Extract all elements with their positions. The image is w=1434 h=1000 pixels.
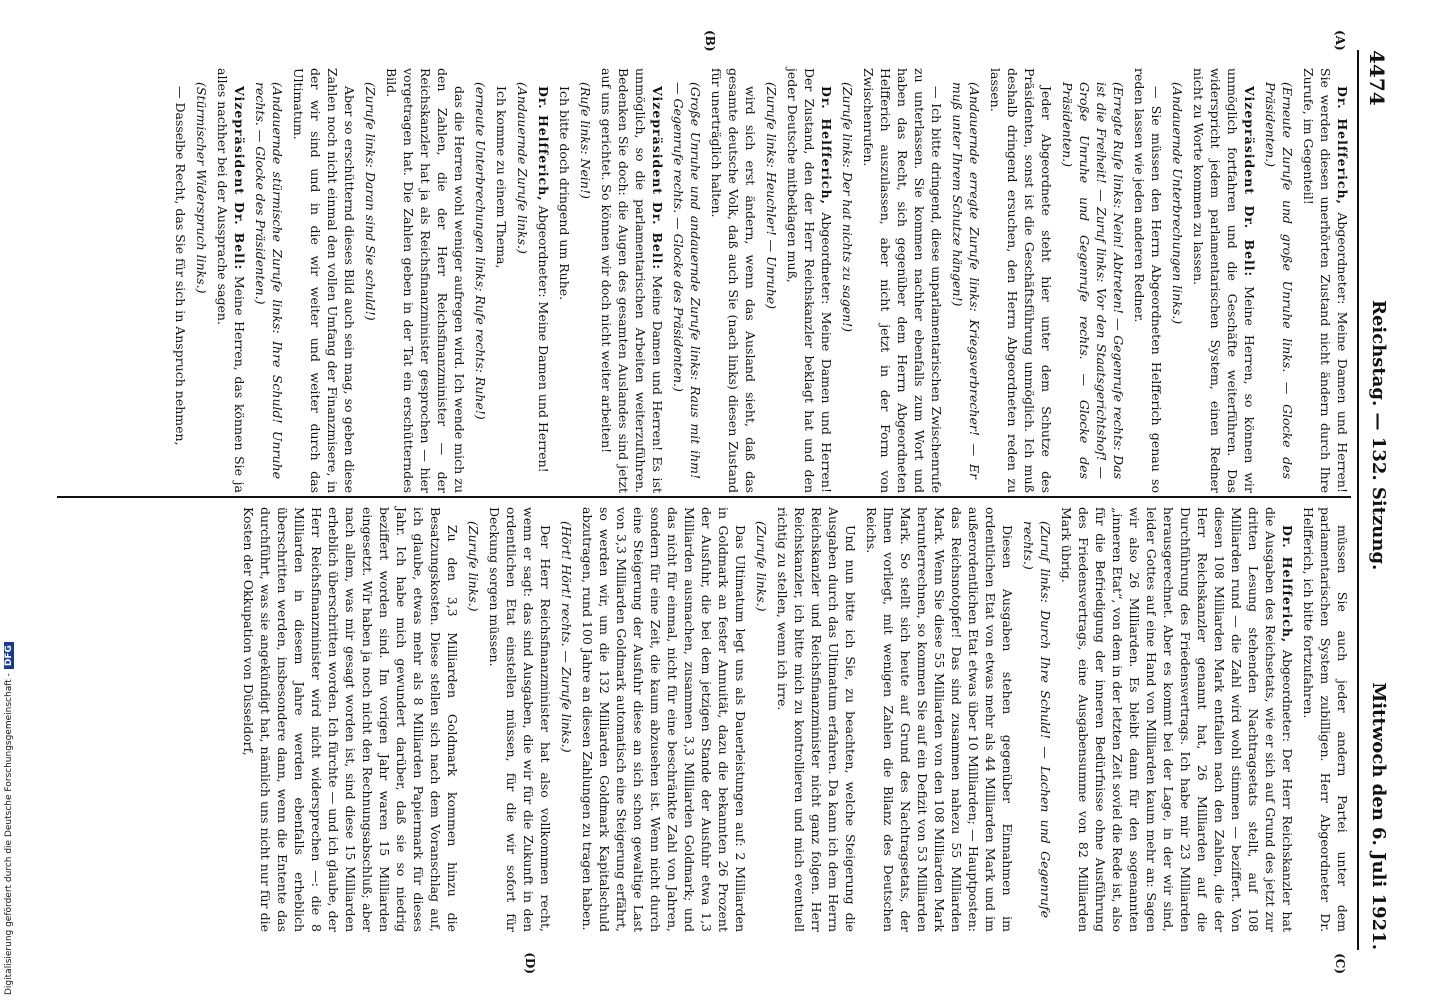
paragraph-text: Zu den 3,3 Milliarden Goldmark kommen hinzu die Besatzungskosten. Diese stellen sich nach dem Voranschlag auf, ich glaube, etwas mehr als 8 Milliarden Papiermark für dieses Jahr. Ich habe mich gewundert darüber, daß sie so niedrig beziffert worden sind. Im vorigen Jahr waren 15 Milliarden eingesetzt. Wir haben ja noch nicht den Rechnungsabschluß; aber nach allem, was mir gesagt worden ist, sind diese 15 Milliarden erheblich überschritten worden. Ich fürchte — und ich glaube, der Herr Reichsfinanzminister wird nicht widersprechen —: die 8 Milliarden in diesem Jahre werden ebenfalls erheblich überschritten werden, insbesondere dann, wenn die Entente das durchführt, was sie angekündigt hat, nämlich uns nicht nur für die Kosten der Okkupation von Düsseldorf, xyxy=(241,507,460,932)
paragraph-text: Diesen Ausgaben stehen gegenüber Einnahmen im ordentlichen Etat von etwas mehr als 44 Milliarden Mark und im außerordentlichen Etat etwas über 10 Milliarden; — Hauptposten: das Reichsnotopfer! Das sind zusammen nahezu 55 Milliarden Mark. Wenn Sie diese 55 Milliarden von den 108 Milliarden Mark herunterrechnen, so kommen Sie auf ein Defizit von 53 Milliarden Mark. So stellt sich heute auf Grund des Nachtragsetats, der Ihnen vorliegt, mit wenigen Zahlen die Bilanz des Deutschen Reichs. xyxy=(864,507,1015,932)
paragraph xyxy=(863,507,1016,932)
paragraph xyxy=(493,68,510,493)
interjection xyxy=(670,68,704,493)
paragraph xyxy=(535,68,552,493)
interjection xyxy=(839,68,856,493)
running-title: Reichstag. — 132. Sitzung. xyxy=(1368,300,1389,571)
paragraph-text: (Andauernde erregte Zurufe links: Kriegsverbrecher! — Er muß unter Ihrem Schutze hängen!) xyxy=(950,82,982,479)
margin-mark-d: (D) xyxy=(523,952,537,974)
paragraph xyxy=(240,507,461,932)
paragraph-text: (Zurufe links: Heuchler! — Unruhe) xyxy=(764,82,779,310)
paragraph-text: (Zurufe links.) xyxy=(754,521,769,612)
paragraph xyxy=(598,68,666,493)
interjection xyxy=(1059,68,1127,493)
dfg-logo: DFG xyxy=(4,642,14,669)
paragraph-text: müssen Sie auch jeder andern Partei unter dem parlamentarischen System zubilligen. Herr Abgeordneter Dr. Helfferich, ich bitte fortzufahren. xyxy=(1301,507,1350,932)
margin-mark-b: (B) xyxy=(703,30,717,52)
paragraph-text: Abgeordneter: Meine Damen und Herren! Der Zustand, den der Herr Reichskanzler beklagt hat und den jeder Deutsche mitbeklagen muß, xyxy=(785,68,834,494)
paragraph-text: Und nun bitte ich Sie, zu beachten, welche Steigerung die Ausgaben durch das Ultimatum erfahren. Da kann ich dem Herrn Reichskanzler und Reichsfinanzminister nicht ganz folgen. Herr Reichskanzler, ich bitte mich zu kontrollieren und mich eventuell richtig zu stellen, wenn ich irre. xyxy=(775,507,858,932)
paragraph xyxy=(556,68,573,493)
paragraph xyxy=(579,507,749,932)
speaker-name: Vizepräsident Dr. Bell: xyxy=(1242,86,1257,278)
page-header xyxy=(1359,50,1389,950)
speaker-name: Vizepräsident Dr. Bell: xyxy=(650,86,665,270)
paragraph-text: — Sie müssen den Herrn Abgeordneten Helfferich genau so reden lassen wie jeden anderen Redner. xyxy=(1132,68,1164,493)
paragraph xyxy=(214,68,248,493)
interjection xyxy=(558,507,575,932)
paragraph-text: das die Herren wohl weniger aufregen wird. Ich wende mich zu den Zahlen, die der Herr Reichsfinanzminister — der Reichskanzler hat ja als Reichsfinanzminister gesprochen — hier vorgetragen hat. Die Zahlen geben in der Tat ein erschütterndes Bild. xyxy=(384,68,467,493)
paragraph xyxy=(172,68,189,493)
paragraph-text: (Große Unruhe und andauernde Zurufe links: Raus mit ihm! — Gegenrufe rechts. — Glocke des Präsidenten.) xyxy=(671,82,703,479)
paragraph xyxy=(708,68,759,493)
interjection xyxy=(472,68,489,493)
document-page xyxy=(17,20,1417,980)
interjection xyxy=(362,68,379,493)
interjection xyxy=(465,507,482,932)
interjection xyxy=(514,68,531,493)
paragraph xyxy=(1190,68,1258,493)
paragraph-text: Ich bitte doch dringend um Ruhe. xyxy=(557,86,572,301)
credit-text: Digitalisierung gefördert durch die Deutsche Forschungsgemeinschaft - xyxy=(4,673,14,995)
speaker-name: Dr. Helfferich, xyxy=(1335,86,1350,205)
paragraph-text: (Zurufe links: Daran sind Sie schuld!) xyxy=(363,82,378,321)
paragraph-text: (Erneute Zurufe und große Unruhe links. — Glocke des Präsidenten.) xyxy=(1263,82,1295,479)
paragraph xyxy=(1131,68,1165,493)
interjection xyxy=(193,68,210,493)
paragraph-text: (Hört! Hört! rechts. — Zurufe links.) xyxy=(559,521,574,753)
speaker-name: Vizepräsident Dr. Bell: xyxy=(232,86,247,271)
speaker-name: Dr. Helfferich, xyxy=(1280,525,1295,644)
paragraph-text: (Erregte Rufe links: Nein! Abtreten! — Gegenrufe rechts: Das ist die Freiheit! — Zuruf links: Vor den Staatsgerichtshof! — Große Unruhe und Gegenrufe rechts. — Glocke des Präsidenten.) xyxy=(1060,82,1126,479)
left-column xyxy=(57,68,1351,493)
paragraph xyxy=(1058,507,1296,932)
margin-mark-c: (C) xyxy=(1333,953,1347,974)
column-divider xyxy=(57,496,1351,498)
paragraph-text: Jeder Abgeordnete steht hier unter dem Schutze des Präsidenten, sonst ist die Geschäftsführung unmöglich. Ich muß deshalb dringend ersuchen, den Herrn Abgeordneten reden zu lassen. xyxy=(988,68,1054,493)
interjection xyxy=(949,68,983,493)
paragraph-text: Das Ultimatum legt uns als Dauerleistungen auf: 2 Milliarden in Goldmark an fester Annuität, dazu die bekannten 26 Prozent der Ausfuhr, die bei dem jetzigen Stande der Ausfuhr etwa 1,3 Milliarden ausmachen, zusammen 3,3 Milliarden Goldmark; und das nicht für einmal, nicht für eine beschränkte Zahl von Jahren, sondern für eine Zeit, die kaum abzusehen ist. Wenn nicht durch eine Steigerung der Ausfuhr diese an sich schon gewaltige Last von 3,3 Milliarden Goldmark automatisch eine Steigerung erfährt, so werden wir, um die 132 Milliarden Goldmark Kapitalschuld abzutragen, rund 100 Jahre an diesen Zahlungen zu tragen haben. xyxy=(580,507,748,932)
paragraph-text: (Andauernde Unterbrechungen links.) xyxy=(1170,82,1185,325)
interjection xyxy=(763,68,780,493)
paragraph-text: (erneute Unterbrechungen links; Rufe rechts: Ruhe!) xyxy=(473,82,488,420)
paragraph-text: Aber so erschütternd dieses Bild auch sein mag, so geben diese Zahlen noch nicht einmal den vollen Umfang der Finanzmisere, in der wir sind und in die wir weiter und weiter durch das Ultimatum. xyxy=(291,68,357,493)
paragraph-text: wird sich erst ändern, wenn das Ausland sieht, daß das gesamte deutsche Volk, daß auch Sie (nach links) diesen Zustand für unerträglich halten. xyxy=(709,68,758,493)
paragraph-text: (Stürmischer Widerspruch links.) xyxy=(194,82,209,294)
paragraph xyxy=(383,68,468,493)
paragraph xyxy=(860,68,945,493)
interjection xyxy=(577,68,594,493)
margin-mark-a: (A) xyxy=(1333,30,1347,51)
paragraph-text: (Andauernde Zurufe links.) xyxy=(515,82,530,254)
paragraph xyxy=(774,507,859,932)
paragraph xyxy=(987,68,1055,493)
right-column xyxy=(57,507,1351,932)
paragraph-text: (Zurufe links.) xyxy=(466,521,481,612)
paragraph-text: Abgeordneter: Meine Damen und Herren! xyxy=(536,201,551,473)
session-date: Mittwoch den 6. Juli 1921. xyxy=(1368,682,1389,950)
paragraph-text: — Ich bitte dringend, diese unparlamentarischen Zwischenrufe zu unterlassen. Sie kommen nachher ebenfalls zum Wort und haben das Recht, sich gegenüber dem Herrn Abgeordneten Helfferich auszulassen, aber nicht jetzt in der Form von Zwischenrufen. xyxy=(861,68,944,493)
paragraph-text: (Zurufe links: Der hat nichts zu sagen!) xyxy=(840,82,855,333)
paragraph xyxy=(486,507,554,932)
header-rule xyxy=(1357,50,1359,950)
paragraph-text: (Andauernde stürmische Zurufe links: Ihre Schuld! Unruhe rechts. — Glocke des Präsidenten.) xyxy=(253,82,285,479)
paragraph-text: (Zuruf links: Durch Ihre Schuld! — Lachen und Gegenrufe rechts.) xyxy=(1021,521,1053,918)
paragraph-text: Der Herr Reichsfinanzminister hat also vollkommen recht, wenn er sagt: das sind Ausgaben, die wir für die Zukunft in den ordentlichen Etat einstellen müssen, für die wir sofort für Deckung sorgen müssen. xyxy=(487,507,553,932)
interjection xyxy=(1169,68,1186,493)
paragraph-text: Meine Herren, das können Sie ja alles nachher bei der Aussprache sagen. xyxy=(215,68,247,493)
paragraph-text: (Rufe links: Nein!) xyxy=(578,82,593,199)
paragraph-text: Abgeordneter: Meine Damen und Herren! Sie werden diesen unerhörten Zustand nicht ändern durch Ihre Zurufe, im Gegenteil! xyxy=(1301,68,1350,494)
digitization-credit xyxy=(4,0,18,995)
paragraph-text: Meine Damen und Herren! Es ist unmöglich, so die parlamentarischen Arbeiten weiterzuführen. Bedenken Sie doch: die Augen des gesamten Auslandes sind jetzt auf uns gerichtet. So können wir doch nicht weiter arbeiten! xyxy=(599,68,665,493)
paragraph-text: Meine Herren, so können wir unmöglich fortfahren und die Geschäfte weiterführen. Das widerspricht jedem parlamentarischen System, einen Redner nicht zu Worte kommen zu lassen. xyxy=(1191,68,1257,493)
interjection xyxy=(753,507,770,932)
interjection xyxy=(1020,507,1054,932)
paragraph xyxy=(784,68,835,493)
paragraph xyxy=(290,68,358,493)
page-number: 4474 xyxy=(1365,50,1389,106)
interjection xyxy=(252,68,286,493)
paragraph-text: Abgeordneter: Der Herr Reichskanzler hat die Ausgaben des Reichsetats, wie er sich auf Grund des jetzt zur dritten Lesung stehenden Nachtragsetats stellt, auf 108 Milliarden rund — die Zahl wird wohl stimmen — beziffert. Von diesen 108 Milliarden Mark entfallen nach den Zahlen, die der Herr Reichskanzler genannt hat, 26 Milliarden auf die Durchführung des Friedensvertrags. Ich habe mir 23 Milliarden herausgerechnet. Aber es kommt bei der Lage, in der wir sind, leider Gottes auf eine Hand von Milliarden kaum mehr an: Sagen wir also 26 Milliarden. Es bleibt dann für den sogenannten „inneren Etat“, von dem in der letzten Zeit soviel die Rede ist, also für die Befriedigung der inneren Bedürfnisse ohne Ausführung des Friedensvertrags, eine Ausgabensumme von 82 Milliarden Mark übrig. xyxy=(1059,507,1295,932)
interjection xyxy=(1262,68,1296,493)
speaker-name: Dr. Helfferich, xyxy=(536,86,551,202)
speaker-name: Dr. Helfferich, xyxy=(819,86,834,205)
paragraph xyxy=(1300,507,1351,932)
paragraph xyxy=(1300,68,1351,493)
paragraph-text: — Dasselbe Recht, das Sie für sich in Anspruch nehmen, xyxy=(173,86,188,446)
paragraph-text: Ich komme zu einem Thema, xyxy=(494,86,509,269)
